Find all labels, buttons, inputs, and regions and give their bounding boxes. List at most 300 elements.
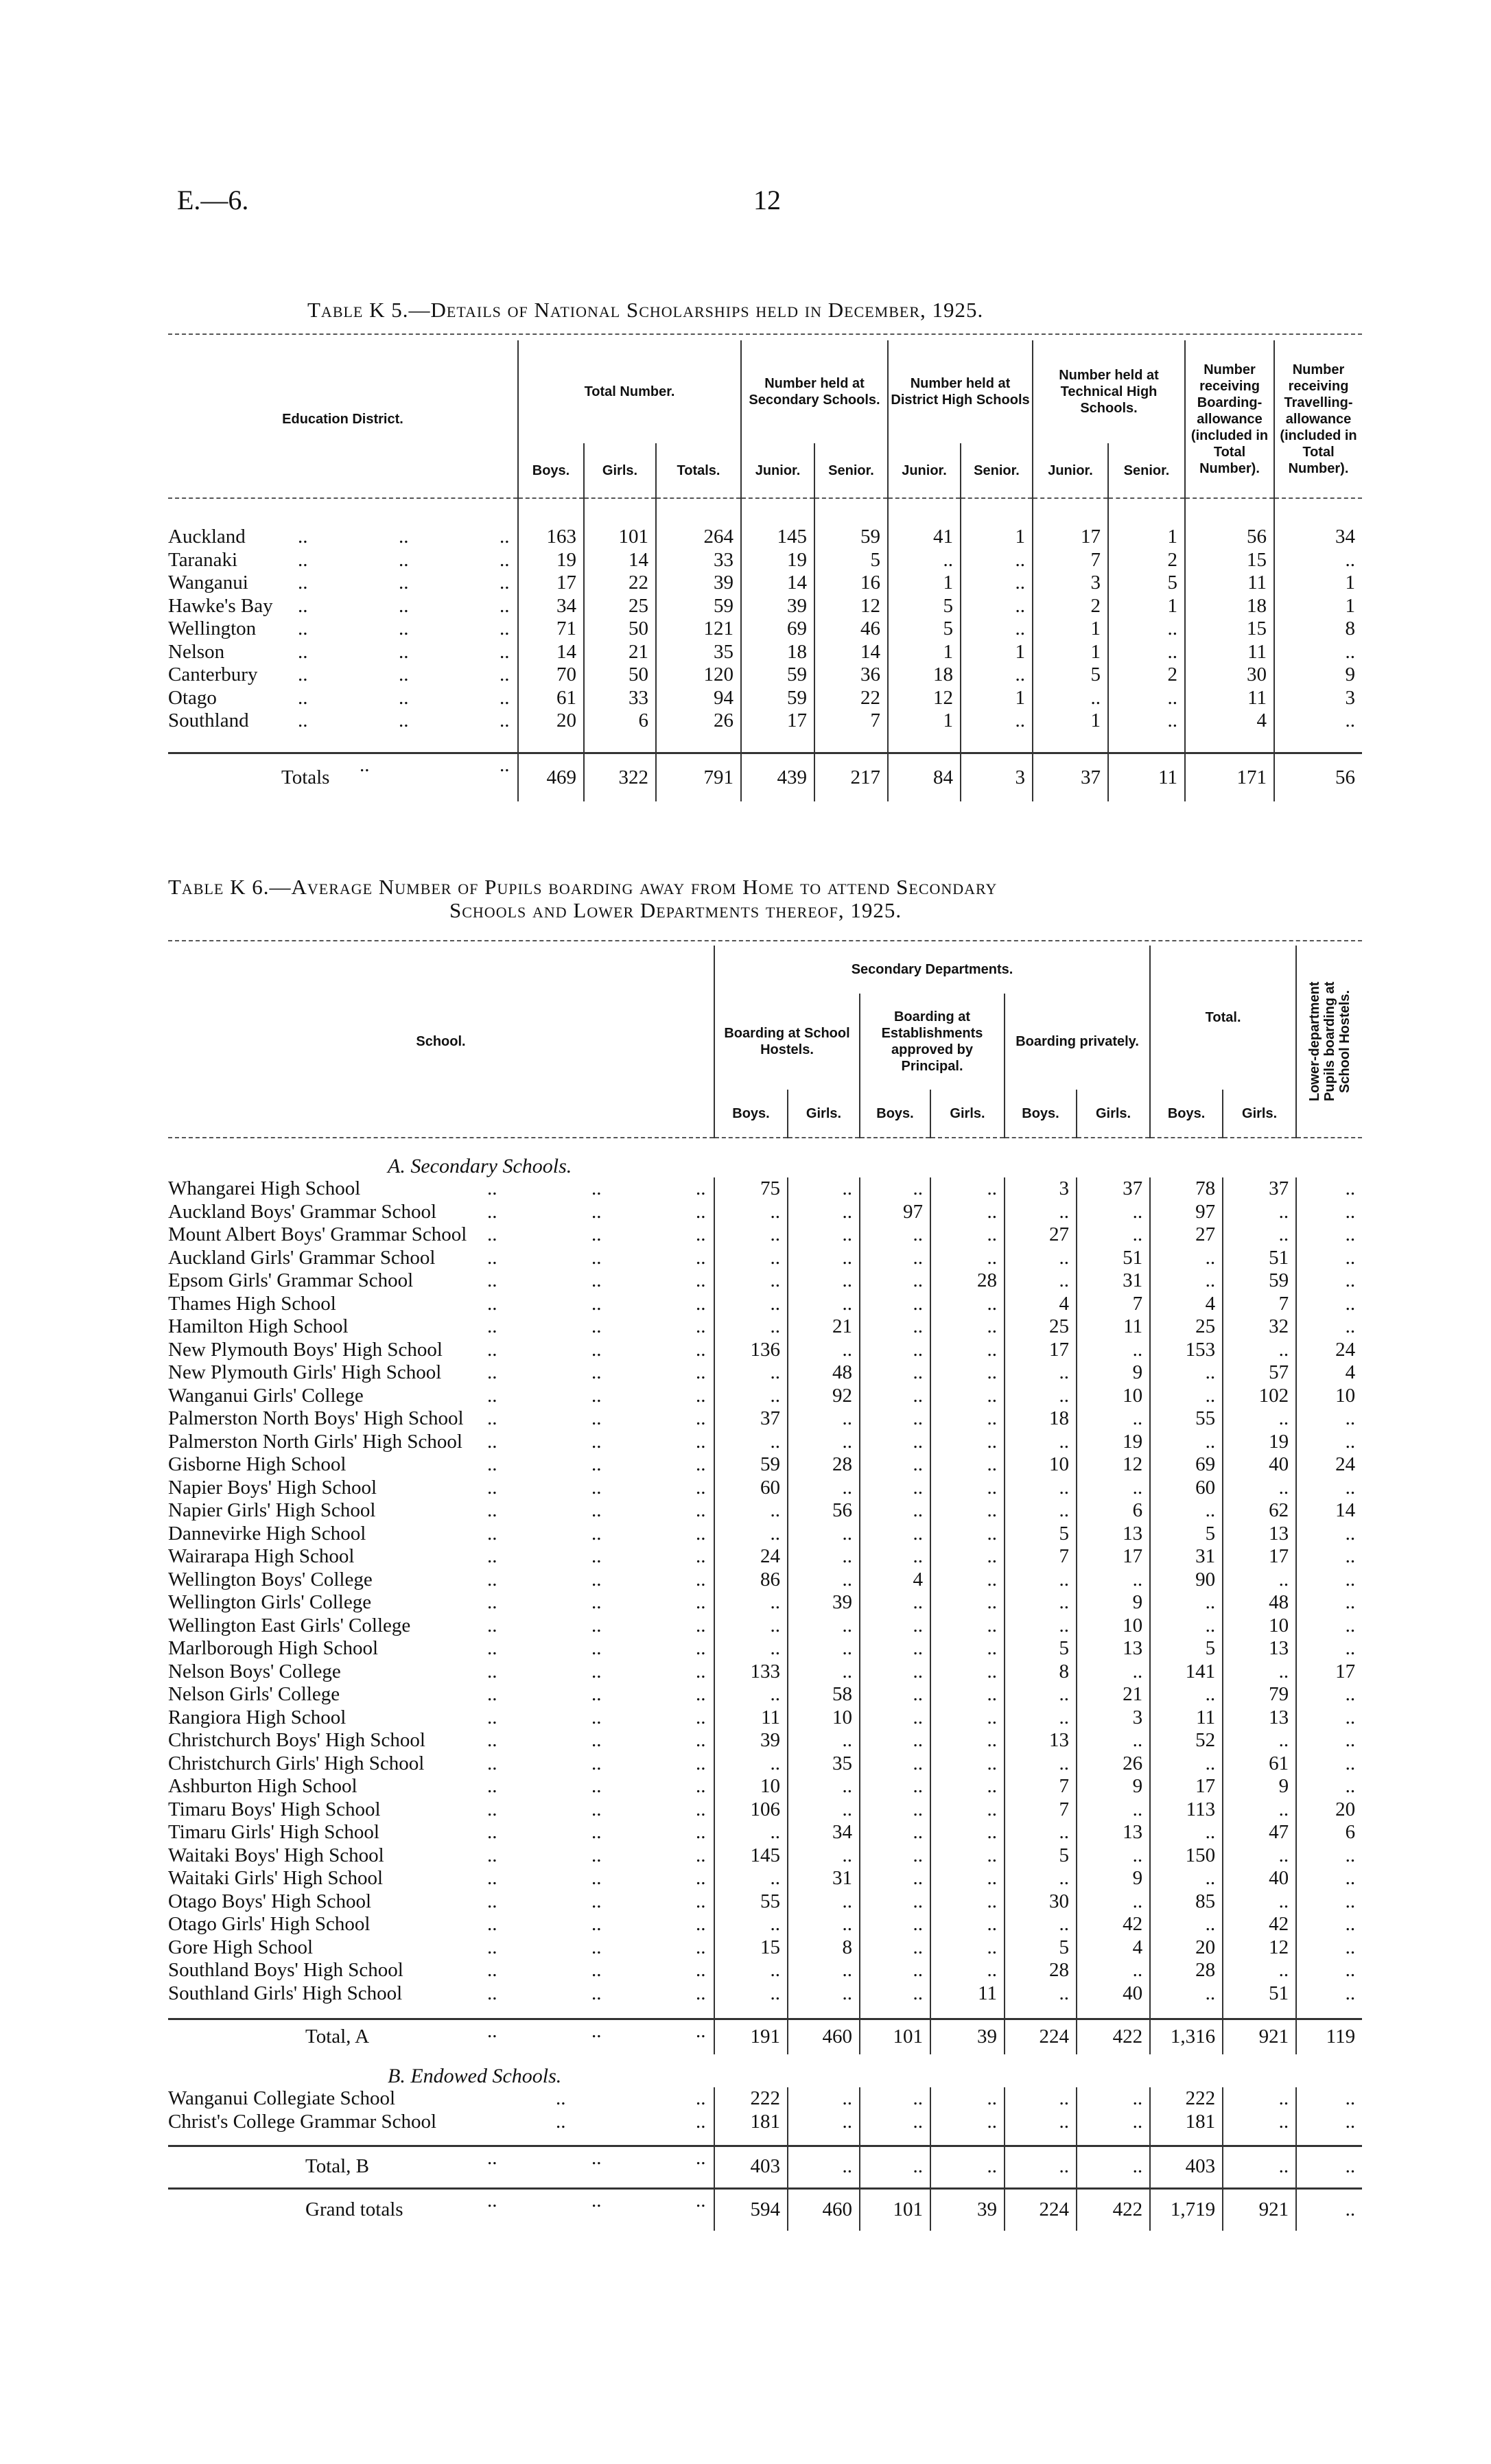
leader-dots — [487, 1247, 714, 1270]
table-cell: 13 — [1077, 1637, 1150, 1661]
row-name: Gisborne High School — [168, 1453, 347, 1475]
table-cell: 191 — [714, 2019, 788, 2054]
table-cell: 403 — [714, 2146, 788, 2188]
table-cell: .. — [930, 1637, 1005, 1661]
table-cell: 13 — [1223, 1523, 1296, 1546]
table-cell: .. — [1296, 1269, 1362, 1293]
leader-dot: .. — [399, 640, 409, 663]
table-cell: .. — [714, 1223, 788, 1247]
table-cell: 47 — [1223, 1821, 1296, 1844]
leader-dot: .. — [591, 1361, 602, 1383]
row-label — [168, 1913, 714, 1936]
table-cell: 11 — [930, 1982, 1005, 2006]
row-name: Gore High School — [168, 1936, 314, 1958]
k5-subheader: Girls. — [584, 443, 656, 498]
leader-dot: .. — [487, 1453, 497, 1475]
leader-dots — [487, 1269, 714, 1293]
table-cell: .. — [860, 1936, 930, 1960]
table-cell: 51 — [1077, 1247, 1150, 1270]
table-cell: 19 — [518, 549, 584, 572]
leader-dot: .. — [487, 1798, 497, 1820]
leader-dots — [487, 1913, 714, 1936]
spacer-cell — [518, 733, 584, 753]
table-cell: .. — [1150, 1913, 1223, 1936]
row-name: Timaru Girls' High School — [168, 1821, 379, 1843]
table-cell: .. — [788, 1637, 860, 1661]
table-cell: .. — [930, 2146, 1005, 2188]
table-cell: 101 — [860, 2188, 930, 2231]
table-row — [168, 526, 1362, 549]
table-cell: .. — [1223, 1339, 1296, 1362]
k5-subheader: Totals. — [656, 443, 741, 498]
row-label — [168, 2087, 714, 2111]
section-heading: A. Secondary Schools. — [388, 1154, 572, 1177]
table-cell: 12 — [888, 687, 961, 710]
spacer-cell — [584, 733, 656, 753]
table-row — [168, 1591, 1362, 1615]
table-cell: .. — [930, 1177, 1005, 1201]
table-cell: 17 — [1223, 1545, 1296, 1569]
table-cell: .. — [1296, 1890, 1362, 1914]
table-row — [168, 664, 1362, 687]
leader-dot: .. — [399, 526, 409, 548]
table-cell: .. — [1005, 1201, 1077, 1224]
table-cell: 97 — [1150, 1201, 1223, 1224]
table-cell: 97 — [860, 1201, 930, 1224]
leader-dot: .. — [399, 618, 409, 640]
table-cell: 3 — [1005, 1177, 1077, 1201]
row-label — [168, 2111, 714, 2134]
table-row — [168, 1269, 1362, 1293]
leader-dot: .. — [696, 1315, 706, 1337]
leader-dot: .. — [591, 1591, 602, 1613]
table-cell: .. — [930, 1247, 1005, 1270]
leader-dot: .. — [696, 2189, 706, 2211]
leader-dot: .. — [591, 1614, 602, 1636]
totals-row — [168, 753, 1362, 801]
leader-dot: .. — [591, 1568, 602, 1591]
table-row — [168, 1477, 1362, 1500]
table-cell: 8 — [788, 1936, 860, 1960]
table-cell: .. — [860, 1407, 930, 1431]
spacer-cell — [788, 2005, 860, 2019]
row-name: Grand totals — [305, 2198, 403, 2220]
table-cell: .. — [1077, 1407, 1150, 1431]
table-cell: 113 — [1150, 1798, 1223, 1822]
row-name: Nelson Boys' College — [168, 1660, 341, 1682]
row-label — [168, 618, 518, 641]
leader-dots — [487, 1844, 714, 1868]
leader-dot: .. — [487, 1361, 497, 1383]
table-cell: 41 — [888, 526, 961, 549]
leader-dots — [487, 1315, 714, 1339]
table-cell: .. — [1223, 1890, 1296, 1914]
row-name: Christchurch Girls' High School — [168, 1752, 425, 1774]
table-cell: 1 — [1033, 618, 1108, 641]
table-cell: .. — [860, 1269, 930, 1293]
table-row — [168, 1247, 1362, 1270]
row-label — [168, 1361, 714, 1385]
table-cell: 2 — [1108, 664, 1185, 687]
table-cell: 19 — [1223, 1431, 1296, 1454]
table-cell: .. — [860, 1545, 930, 1569]
row-name: Total, A — [305, 2026, 370, 2048]
table-cell: 14 — [584, 549, 656, 572]
table-cell: 59 — [741, 664, 814, 687]
table-cell: .. — [860, 2111, 930, 2134]
table-cell: 59 — [656, 595, 741, 618]
table-cell: .. — [1296, 2111, 1362, 2134]
row-name: Southland — [168, 709, 249, 731]
table-cell: .. — [788, 1431, 860, 1454]
k5-header-secondary: Number held at Secondary Schools. — [741, 340, 888, 443]
spacer-cell — [814, 498, 888, 526]
table-cell: .. — [788, 1545, 860, 1569]
table-cell: .. — [860, 1177, 930, 1201]
spacer-cell — [584, 498, 656, 526]
table-cell: .. — [1077, 1661, 1150, 1684]
row-label — [168, 1431, 714, 1454]
table-cell: .. — [714, 1247, 788, 1270]
leader-dots — [298, 687, 517, 710]
table-cell: 14 — [741, 572, 814, 595]
table-row — [168, 1315, 1362, 1339]
leader-dot: .. — [487, 1430, 497, 1453]
row-name: Dannevirke High School — [168, 1522, 366, 1545]
leader-dots — [487, 1661, 714, 1684]
table-cell: .. — [930, 1293, 1005, 1316]
table-cell: .. — [961, 618, 1033, 641]
table-cell: .. — [1296, 2146, 1362, 2188]
table-cell: 222 — [1150, 2087, 1223, 2111]
table-cell: .. — [860, 1729, 930, 1752]
row-label — [168, 1821, 714, 1844]
table-cell: .. — [1274, 641, 1362, 664]
leader-dot: .. — [591, 1338, 602, 1361]
table-cell: .. — [1296, 1959, 1362, 1982]
table-cell: 11 — [1185, 687, 1274, 710]
table-cell: 50 — [584, 618, 656, 641]
leader-dots — [556, 2087, 714, 2111]
row-label — [168, 572, 518, 595]
table-cell: 9 — [1223, 1775, 1296, 1798]
table-cell: .. — [1223, 2087, 1296, 2111]
row-name: Otago — [168, 686, 217, 709]
leader-dot: .. — [487, 2019, 497, 2042]
table-cell: .. — [930, 1453, 1005, 1477]
table-cell: 1 — [888, 709, 961, 733]
table-cell: .. — [788, 1890, 860, 1914]
leader-dots — [298, 618, 517, 641]
table-row — [168, 2087, 1362, 2111]
table-row — [168, 1615, 1362, 1638]
leader-dot: .. — [487, 2189, 497, 2211]
table-cell: .. — [1223, 1407, 1296, 1431]
table-cell: .. — [930, 1315, 1005, 1339]
spacer-cell — [1274, 733, 1362, 753]
table-cell: .. — [1296, 1477, 1362, 1500]
table-cell: 24 — [1296, 1453, 1362, 1477]
leader-dot: .. — [591, 1959, 602, 1981]
table-cell: 422 — [1077, 2188, 1150, 2231]
leader-dot: .. — [591, 1844, 602, 1866]
table-cell: .. — [1150, 1499, 1223, 1523]
table-cell: 1 — [1108, 595, 1185, 618]
table-cell: 37 — [1077, 1177, 1150, 1201]
k6-subheader: Girls. — [1223, 1090, 1296, 1138]
table-row — [168, 1913, 1362, 1936]
leader-dot: .. — [487, 1338, 497, 1361]
leader-dot: .. — [399, 594, 409, 617]
table-cell: .. — [930, 1706, 1005, 1730]
table-cell: 106 — [714, 1798, 788, 1822]
table-cell: .. — [1296, 1201, 1362, 1224]
leader-dot: .. — [487, 1591, 497, 1613]
leader-dots — [487, 1545, 714, 1569]
k5-header-boarding-allowance: Number receiving Boarding-allowance (included in Total Number). — [1185, 340, 1274, 498]
table-cell: .. — [860, 1293, 930, 1316]
table-cell: .. — [1296, 1591, 1362, 1615]
k5-header-travelling-allowance: Number receiving Travelling-allowance (included in Total Number). — [1274, 340, 1362, 498]
k6-header-establishments: Boarding at Establishments approved by Principal. — [860, 994, 1005, 1090]
leader-dots — [487, 1752, 714, 1776]
table-cell: 7 — [1005, 1798, 1077, 1822]
table-cell: 224 — [1005, 2019, 1077, 2054]
leader-dot: .. — [696, 1430, 706, 1453]
table-cell: 181 — [714, 2111, 788, 2134]
leader-dot: .. — [696, 1269, 706, 1291]
table-cell: 150 — [1150, 1844, 1223, 1868]
leader-dot: .. — [591, 1729, 602, 1751]
leader-dot: .. — [591, 1637, 602, 1659]
leader-dot: .. — [696, 1407, 706, 1429]
leader-dot: .. — [696, 2110, 706, 2133]
table-cell: .. — [1150, 1385, 1223, 1408]
leader-dot: .. — [696, 1568, 706, 1591]
leader-dot: .. — [696, 1614, 706, 1636]
table-cell: 133 — [714, 1661, 788, 1684]
leader-dot: .. — [487, 1982, 497, 2004]
table-row — [168, 1821, 1362, 1844]
table-cell: .. — [860, 1591, 930, 1615]
table-cell: .. — [788, 1477, 860, 1500]
leader-dot: .. — [298, 686, 308, 709]
spacer-cell — [1033, 733, 1108, 753]
table-row — [168, 1385, 1362, 1408]
leader-dots — [487, 1683, 714, 1706]
table-cell: 422 — [1077, 2019, 1150, 2054]
table-cell: 25 — [1005, 1315, 1077, 1339]
row-name: Napier Boys' High School — [168, 1476, 377, 1499]
table-cell: 4 — [1296, 1361, 1362, 1385]
table-cell: 61 — [1223, 1752, 1296, 1776]
table-cell: 460 — [788, 2188, 860, 2231]
table-cell: 37 — [1223, 1177, 1296, 1201]
leader-dot: .. — [696, 1591, 706, 1613]
k6-header-hostels: Boarding at School Hostels. — [714, 994, 860, 1090]
table-cell: .. — [714, 1523, 788, 1546]
leader-dot: .. — [696, 1660, 706, 1682]
row-name: Wanganui Girls' College — [168, 1384, 364, 1407]
table-cell: 18 — [888, 664, 961, 687]
table-cell: 1 — [1274, 572, 1362, 595]
table-cell: 102 — [1223, 1385, 1296, 1408]
table-cell: .. — [1296, 1982, 1362, 2006]
table-cell: 51 — [1223, 1982, 1296, 2006]
table-row — [168, 1775, 1362, 1798]
grand-totals-row — [168, 2188, 1362, 2231]
table-cell: 10 — [714, 1775, 788, 1798]
spacer-cell — [860, 2005, 930, 2019]
leader-dot: .. — [399, 548, 409, 571]
table-cell: 5 — [1033, 664, 1108, 687]
table-cell: .. — [930, 1752, 1005, 1776]
table-cell: 26 — [656, 709, 741, 733]
row-name: Marlborough High School — [168, 1637, 379, 1659]
table-cell: 39 — [930, 2019, 1005, 2054]
table-row — [168, 1706, 1362, 1730]
leader-dot: .. — [487, 1384, 497, 1407]
table-cell: 222 — [714, 2087, 788, 2111]
spacer-cell — [961, 733, 1033, 753]
table-cell: .. — [930, 1959, 1005, 1982]
table-cell: 7 — [1033, 549, 1108, 572]
table-row — [168, 572, 1362, 595]
table-cell: 12 — [814, 595, 888, 618]
table-cell: 30 — [1185, 664, 1274, 687]
leader-dots — [487, 1637, 714, 1661]
table-cell: .. — [930, 1867, 1005, 1890]
table-cell: .. — [1296, 1223, 1362, 1247]
spacer-cell — [1185, 498, 1274, 526]
leader-dot: .. — [591, 2189, 602, 2211]
table-cell: 18 — [1185, 595, 1274, 618]
table-cell: .. — [1296, 1569, 1362, 1592]
table-cell: .. — [930, 1339, 1005, 1362]
table-row — [168, 709, 1362, 733]
leader-dot: .. — [696, 1522, 706, 1545]
row-name: Wellington Girls' College — [168, 1591, 372, 1613]
leader-dot: .. — [500, 686, 510, 709]
spacer-cell — [656, 733, 741, 753]
leader-dot: .. — [500, 754, 510, 776]
table-cell: .. — [1296, 1936, 1362, 1960]
leader-dot: .. — [487, 1913, 497, 1935]
row-label — [168, 1453, 714, 1477]
k5-subheader: Junior. — [741, 443, 814, 498]
table-cell: 56 — [1185, 526, 1274, 549]
table-cell: .. — [1005, 1247, 1077, 1270]
spacer-cell — [1274, 498, 1362, 526]
leader-dot: .. — [591, 1223, 602, 1245]
table-cell: 21 — [788, 1315, 860, 1339]
table-cell: 5 — [1005, 1637, 1077, 1661]
table-cell: 48 — [788, 1361, 860, 1385]
leader-dot: .. — [487, 1936, 497, 1958]
k5-title: Table K 5.—Details of National Scholarships held in December, 1925. — [307, 298, 984, 322]
row-name: Total, B — [305, 2155, 370, 2178]
table-cell: .. — [1005, 1706, 1077, 1730]
leader-dots — [298, 709, 517, 733]
table-cell: .. — [930, 1223, 1005, 1247]
row-label — [168, 1959, 714, 1982]
leader-dot: .. — [591, 1936, 602, 1958]
table-row — [168, 1752, 1362, 1776]
table-cell: 3 — [1077, 1706, 1150, 1730]
table-cell: 62 — [1223, 1499, 1296, 1523]
table-cell: .. — [930, 1913, 1005, 1936]
table-cell: 2 — [1033, 595, 1108, 618]
table-cell: .. — [961, 572, 1033, 595]
k6-title-line2: Schools and Lower Departments thereof, 1925. — [449, 898, 902, 922]
table-cell: 22 — [814, 687, 888, 710]
spacer-cell — [860, 2133, 930, 2146]
row-label — [168, 1247, 714, 1270]
table-cell: 17 — [1077, 1545, 1150, 1569]
row-label — [168, 1293, 714, 1316]
table-cell: 15 — [714, 1936, 788, 1960]
table-cell: 5 — [888, 595, 961, 618]
table-cell: .. — [1296, 1177, 1362, 1201]
table-cell: .. — [860, 1523, 930, 1546]
table-row — [168, 687, 1362, 710]
leader-dot: .. — [696, 2019, 706, 2042]
spacer-cell — [888, 733, 961, 753]
row-label — [168, 1591, 714, 1615]
table-cell: .. — [788, 1615, 860, 1638]
spacer-cell — [741, 498, 814, 526]
table-cell: 39 — [741, 595, 814, 618]
leader-dot: .. — [298, 548, 308, 571]
table-cell: 119 — [1296, 2019, 1362, 2054]
row-name: Mount Albert Boys' Grammar School — [168, 1223, 467, 1245]
table-row — [168, 595, 1362, 618]
table-cell: 15 — [1185, 618, 1274, 641]
table-cell: 59 — [741, 687, 814, 710]
table-cell: .. — [961, 709, 1033, 733]
leader-dot: .. — [696, 1476, 706, 1499]
table-cell: .. — [1296, 1247, 1362, 1270]
table-cell: .. — [1150, 1591, 1223, 1615]
row-label — [168, 1615, 714, 1638]
table-cell: .. — [1296, 2188, 1362, 2231]
table-cell: 5 — [1150, 1523, 1223, 1546]
table-cell: .. — [1223, 1959, 1296, 1982]
row-label — [168, 1982, 714, 2006]
row-name: New Plymouth Girls' High School — [168, 1361, 442, 1383]
leader-dot: .. — [696, 1890, 706, 1912]
row-label — [168, 664, 518, 687]
row-label — [168, 1269, 714, 1293]
leader-dot: .. — [591, 1798, 602, 1820]
table-cell: 13 — [1077, 1821, 1150, 1844]
table-cell: .. — [860, 1477, 930, 1500]
table-cell: .. — [788, 2111, 860, 2134]
table-cell: 7 — [814, 709, 888, 733]
row-name: Otago Girls' High School — [168, 1913, 371, 1935]
leader-dot: .. — [591, 1269, 602, 1291]
table-cell: .. — [788, 1844, 860, 1868]
k5-header-total-number: Total Number. — [518, 340, 741, 443]
table-cell: .. — [714, 1385, 788, 1408]
table-cell: .. — [930, 1201, 1005, 1224]
table-cell: .. — [1005, 1615, 1077, 1638]
table-cell: 10 — [1077, 1385, 1150, 1408]
leader-dots — [360, 754, 517, 777]
row-name: Waitaki Girls' High School — [168, 1867, 383, 1889]
table-cell: 11 — [1185, 572, 1274, 595]
leader-dot: .. — [591, 1545, 602, 1567]
